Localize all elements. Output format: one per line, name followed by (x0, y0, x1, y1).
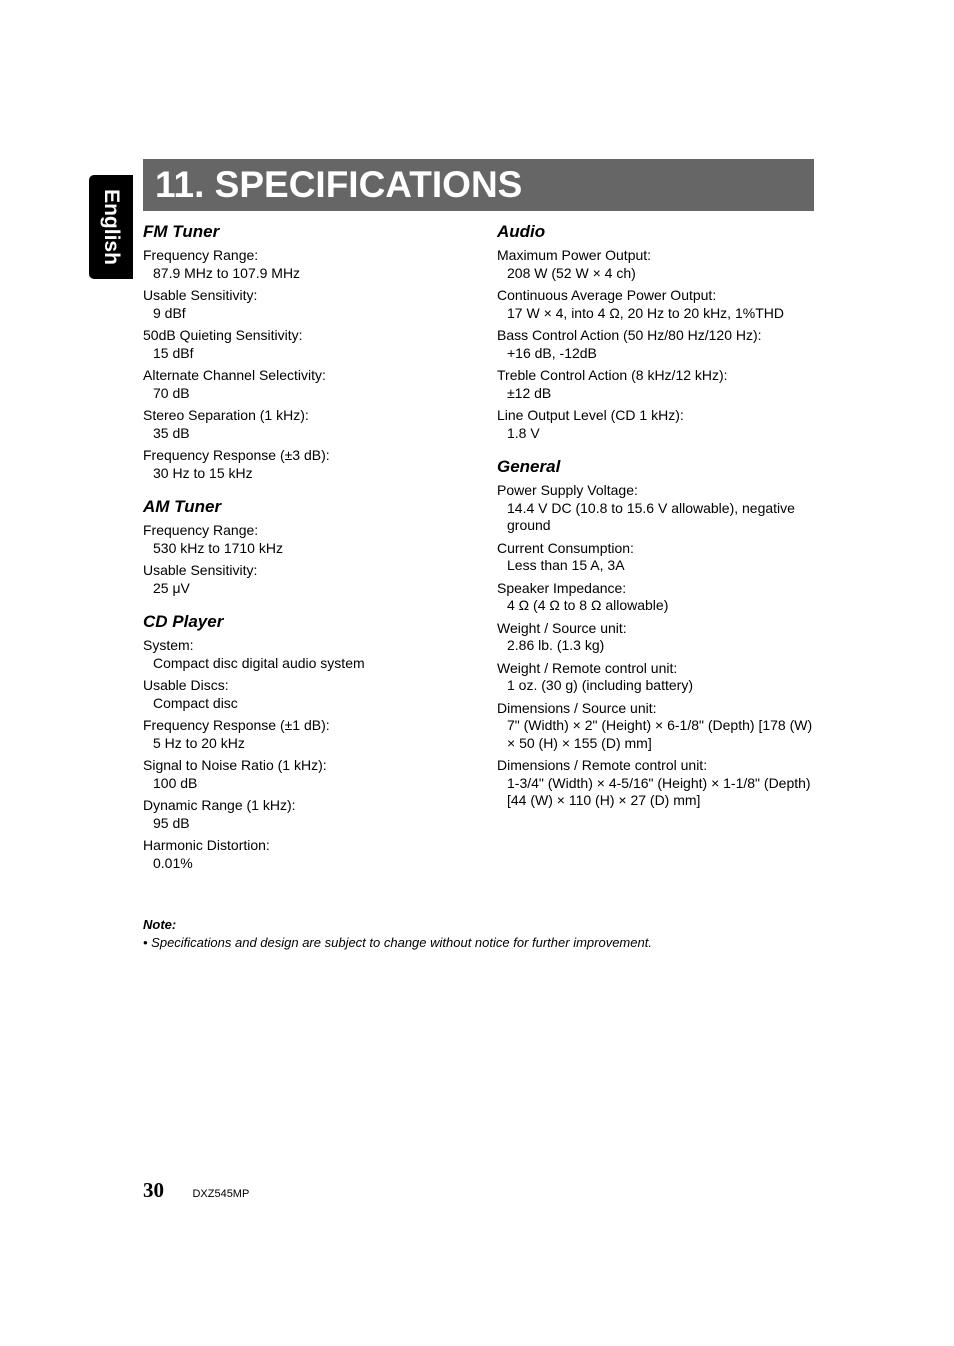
spec-value: 1-3/4" (Width) × 4-5/16" (Height) × 1-1/8" (Depth) [44 (W) × 110 (H) × 27 (D) mm] (507, 774, 811, 808)
spec-value: 87.9 MHz to 107.9 MHz (153, 264, 301, 281)
spec-item (143, 367, 473, 402)
note-block (143, 916, 823, 952)
spec-label: Harmonic Distortion: (143, 837, 270, 853)
spec-label: Dimensions / Source unit: (497, 699, 657, 716)
spec-item (143, 447, 473, 482)
spec-label: Alternate Channel Selectivity: (143, 367, 326, 383)
spec-item (497, 327, 817, 362)
spec-label: Frequency Response (±1 dB): (143, 717, 330, 733)
spec-value: 15 dBf (153, 344, 194, 361)
section-heading: General (497, 457, 561, 476)
section-heading: FM Tuner (143, 222, 220, 241)
spec-value: 4 Ω (4 Ω to 8 Ω allowable) (507, 597, 669, 613)
spec-label: Line Output Level (CD 1 kHz): (497, 407, 684, 423)
spec-value: 14.4 V DC (10.8 to 15.6 V allowable), negative ground (507, 499, 795, 533)
spec-item (143, 562, 473, 597)
spec-label: Usable Discs: (143, 677, 229, 693)
note-text: • Specifications and design are subject to change without notice for further improvement. (143, 935, 652, 950)
spec-label: Signal to Noise Ratio (1 kHz): (143, 757, 327, 773)
spec-value: 7" (Width) × 2" (Height) × 6-1/8" (Depth) [178 (W) × 50 (H) × 155 (D) mm] (507, 717, 813, 751)
spec-value: 2.86 lb. (1.3 kg) (507, 637, 605, 653)
title-bar (143, 159, 814, 211)
spec-value: 1.8 V (507, 424, 540, 441)
spec-label: Weight / Remote control unit: (497, 659, 678, 676)
spec-item (497, 247, 817, 282)
spec-value: 9 dBf (153, 304, 186, 321)
language-tab (89, 175, 133, 279)
fm-tuner-section (143, 221, 473, 482)
spec-value: 95 dB (153, 814, 190, 831)
page-number: 30 (143, 1178, 164, 1202)
spec-label: System: (143, 637, 194, 653)
page-title: 11. SPECIFICATIONS (155, 164, 523, 205)
am-tuner-section (143, 496, 473, 597)
spec-value: 530 kHz to 1710 kHz (153, 539, 283, 556)
language-tab-label: English (100, 189, 123, 265)
spec-value: +16 dB, -12dB (507, 344, 597, 361)
general-section (497, 456, 817, 810)
spec-item (497, 287, 817, 322)
spec-item (143, 247, 473, 282)
spec-value: ±12 dB (507, 384, 552, 401)
spec-item (497, 367, 817, 402)
section-heading: CD Player (143, 612, 224, 631)
spec-label: Bass Control Action (50 Hz/80 Hz/120 Hz): (497, 327, 762, 343)
note-title: Note: (143, 917, 177, 932)
spec-value: 208 W (52 W × 4 ch) (507, 264, 636, 281)
spec-item (497, 540, 817, 575)
cd-player-section (143, 611, 473, 872)
spec-value: Compact disc digital audio system (153, 654, 365, 671)
section-heading: AM Tuner (143, 497, 222, 516)
spec-label: Frequency Range: (143, 247, 259, 263)
spec-label: Treble Control Action (8 kHz/12 kHz): (497, 367, 728, 383)
spec-label: Continuous Average Power Output: (497, 287, 717, 303)
spec-label: Dynamic Range (1 kHz): (143, 797, 296, 813)
spec-label: Speaker Impedance: (497, 579, 627, 596)
spec-label: Current Consumption: (497, 539, 634, 556)
spec-value: 30 Hz to 15 kHz (153, 464, 253, 481)
spec-item (497, 700, 817, 753)
spec-value: Less than 15 A, 3A (507, 557, 625, 573)
spec-item (497, 757, 817, 810)
spec-item (497, 580, 817, 615)
spec-label: Dimensions / Remote control unit: (497, 757, 708, 773)
spec-label: Stereo Separation (1 kHz): (143, 407, 309, 423)
spec-item (143, 327, 473, 362)
spec-value: 0.01% (153, 854, 193, 871)
spec-item (497, 660, 817, 695)
spec-item (143, 677, 473, 712)
spec-label: Maximum Power Output: (497, 247, 652, 263)
spec-label: 50dB Quieting Sensitivity: (143, 327, 303, 343)
spec-label: Frequency Response (±3 dB): (143, 447, 330, 463)
right-column (497, 221, 817, 824)
spec-value: 25 μV (153, 579, 190, 596)
audio-section (497, 221, 817, 442)
spec-item (143, 757, 473, 792)
spec-value: 17 W × 4, into 4 Ω, 20 Hz to 20 kHz, 1%THD (507, 304, 784, 321)
spec-item (497, 620, 817, 655)
spec-label: Frequency Range: (143, 522, 259, 538)
spec-item (497, 482, 817, 535)
section-heading: Audio (497, 222, 546, 241)
spec-value: 1 oz. (30 g) (including battery) (507, 677, 693, 693)
page-footer (143, 1178, 249, 1203)
spec-item (143, 287, 473, 322)
spec-label: Usable Sensitivity: (143, 562, 258, 578)
spec-label: Power Supply Voltage: (497, 482, 638, 498)
spec-label: Weight / Source unit: (497, 619, 627, 636)
spec-value: 35 dB (153, 424, 190, 441)
left-column (143, 221, 473, 886)
spec-item (143, 522, 473, 557)
spec-value: Compact disc (153, 694, 238, 711)
spec-value: 100 dB (153, 774, 198, 791)
spec-item (143, 797, 473, 832)
spec-value: 70 dB (153, 384, 190, 401)
model-number: DXZ545MP (192, 1188, 250, 1200)
spec-item (143, 717, 473, 752)
spec-item (497, 407, 817, 442)
spec-item (143, 637, 473, 672)
spec-value: 5 Hz to 20 kHz (153, 734, 245, 751)
spec-label: Usable Sensitivity: (143, 287, 258, 303)
spec-item (143, 407, 473, 442)
spec-item (143, 837, 473, 872)
